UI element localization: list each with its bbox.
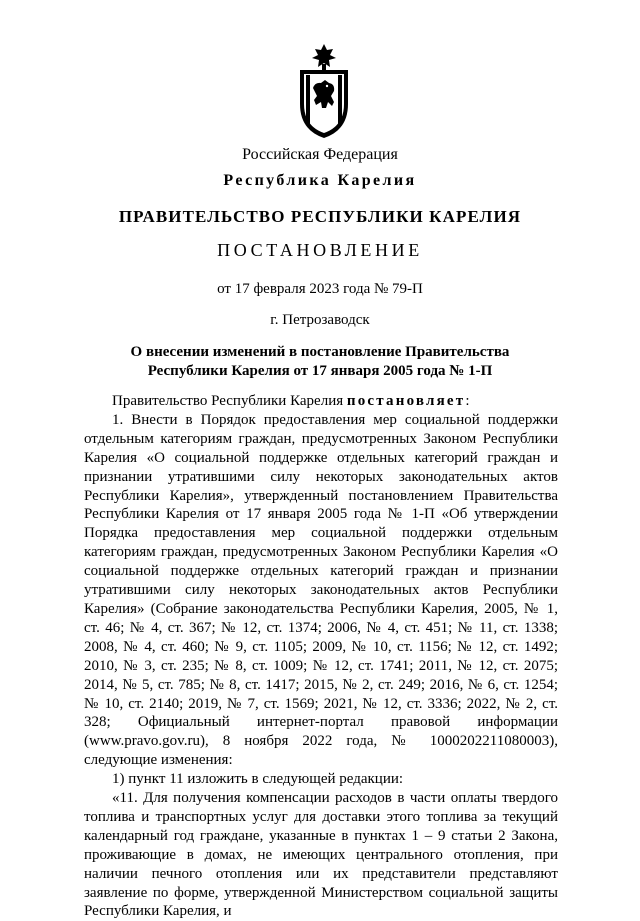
document-type: ПОСТАНОВЛЕНИЕ	[217, 240, 423, 260]
karelia-coat-of-arms-icon	[296, 42, 352, 140]
intro-paragraph	[84, 392, 558, 411]
government-title: ПРАВИТЕЛЬСТВО РЕСПУБЛИКИ КАРЕЛИЯ	[118, 207, 522, 226]
paragraph-1: 1. Внести в Порядок предоставления мер социальной поддержки отдельным категориям граждан, предусмотренных Законом Республики Карелия «О социальной поддержке отдельных категорий граждан и признании утратившими силу некоторых законодательных актов Республики Карелия», утвержденный постановлением Правительства Республики Карелия от 17 января 2005 года № 1-П «Об утверждении Порядка предоставления мер социальной поддержки отдельным категориям граждан, предусмотренных Законом Республики Карелия «О социальной поддержке отдельных категорий граждан и признании утратившими силу некоторых законодательных актов Республики Карелия» (Собрание законодательства Республики Карелия, 2005, № 1, ст. 46; № 4, ст. 367; № 12, ст. 1374; 2006, № 4, ст. 451; № 11, ст. 1338; 2008, № 4, ст. 460; № 9, ст. 1105; 2009, № 10, ст. 1156; № 12, ст. 1492; 2010, № 3, ст. 235; № 8, ст. 1009; № 12, ст. 1741; 2011, № 12, ст. 2075; 2014, № 5, ст. 785; № 8, ст. 1417; 2015, № 2, ст. 249; 2016, № 6, ст. 1254; № 10, ст. 2140; 2019, № 7, ст. 1569; 2021, № 12, ст. 3336; 2022, № 2, ст. 328; Официальный интернет-портал правовой информации (www.pravo.gov.ru), 8 ноября 2022 года, № 1000202211080003), следующие изменения:	[84, 411, 558, 769]
date-number-line: от 17 февраля 2023 года № 79-П	[217, 281, 423, 297]
paragraph-2: 1) пункт 11 изложить в следующей редакции:	[112, 771, 404, 788]
intro-emphasis: постановляет	[346, 393, 466, 409]
republic-name: Республика Карелия	[223, 172, 417, 189]
city-name: г. Петрозаводск	[270, 312, 370, 328]
intro-suffix: :	[465, 393, 470, 409]
document-body	[84, 392, 558, 921]
document-subject: О внесении изменений в постановление Правительства Республики Карелия от 17 января 2005 года № 1-П	[130, 344, 510, 379]
paragraph-3: «11. Для получения компенсации расходов в части оплаты твердого топлива и транспортных услуг для доставки этого топлива за текущий календарный год граждане, указанные в пунктах 1 – 9 статьи 2 Закона, проживающие в домах, не имеющих центрального отопления, при наличии печного отопления или их представители представляют заявление по форме, утвержденной Министерством социальной защиты Республики Карелия, и	[84, 790, 558, 920]
country-name: Российская Федерация	[242, 146, 398, 163]
intro-prefix: Правительство Республики Карелия	[112, 393, 347, 409]
